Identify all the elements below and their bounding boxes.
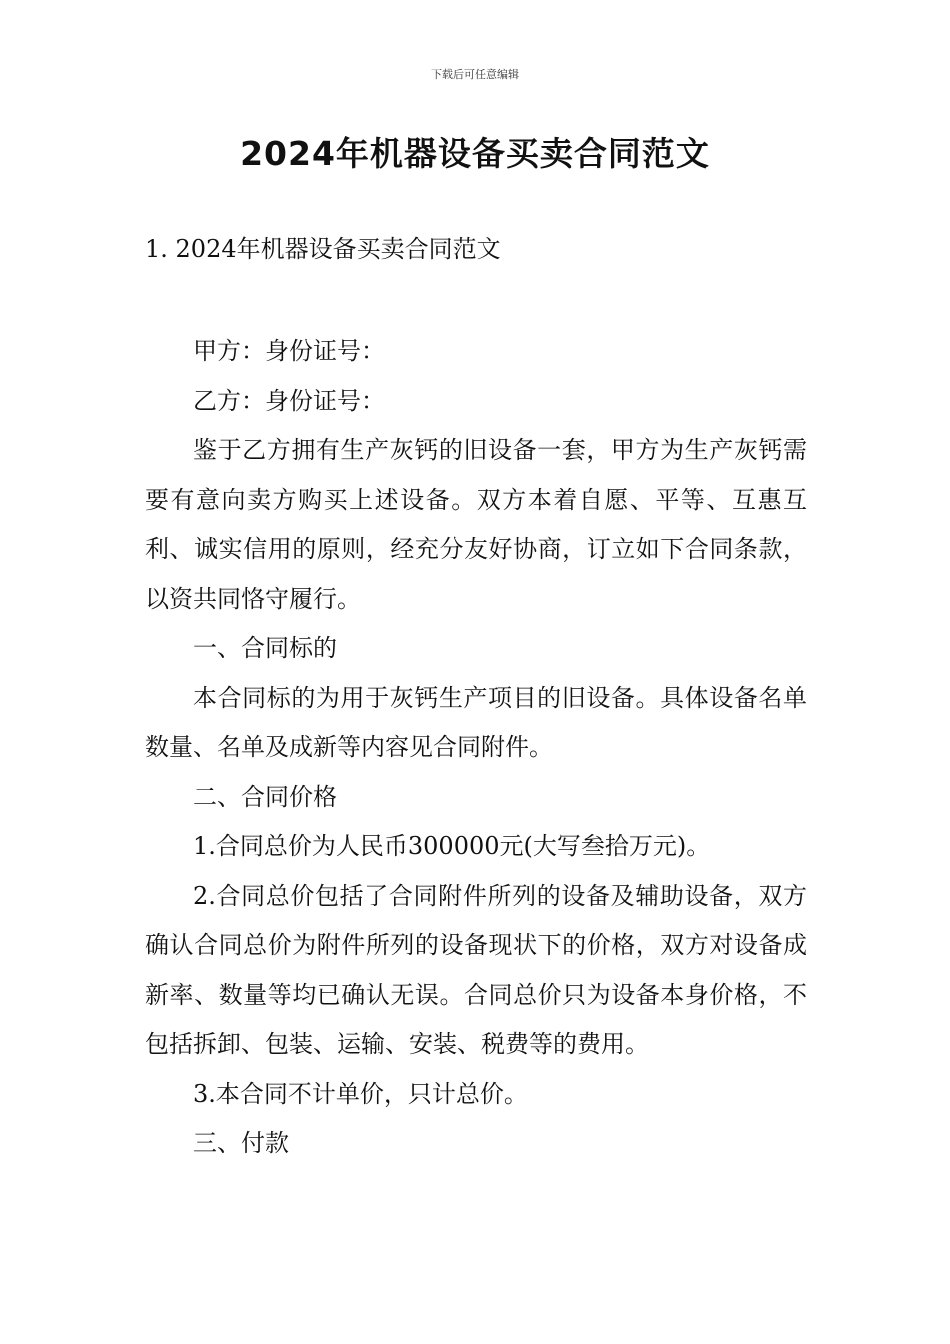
clause-heading-payment: 三、付款 — [193, 1129, 289, 1157]
document-body — [145, 327, 807, 1169]
price-item-2: 2.合同总价包括了合同附件所列的设备及辅助设备，双方确认合同总价为附件所列的设备现状下的价格，双方对设备成新率、数量等均已确认无误。合同总价只为设备本身价格，不包括拆卸、包装、运输、安装、税费等的费用。 — [145, 881, 807, 1058]
subject-paragraph: 本合同标的为用于灰钙生产项目的旧设备。具体设备名单数量、名单及成新等内容见合同附件。 — [145, 683, 807, 761]
party-a-line: 甲方：身份证号： — [193, 337, 385, 365]
document-title: 2024年机器设备买卖合同范文 — [240, 134, 710, 173]
section-heading: 1. 2024年机器设备买卖合同范文 — [145, 235, 501, 263]
preamble-paragraph: 鉴于乙方拥有生产灰钙的旧设备一套，甲方为生产灰钙需要有意向卖方购买上述设备。双方本着自愿、平等、互惠互利、诚实信用的原则，经充分友好协商，订立如下合同条款，以资共同恪守履行。 — [145, 436, 807, 613]
clause-heading-price: 二、合同价格 — [193, 782, 337, 811]
party-b-line: 乙方：身份证号： — [193, 386, 385, 415]
header-note: 下载后可任意编辑 — [431, 68, 519, 81]
price-item-1: 1.合同总价为人民币300000元(大写叁拾万元)。 — [193, 832, 711, 860]
price-item-3: 3.本合同不计单价，只计总价。 — [193, 1079, 528, 1108]
clause-heading-subject: 一、合同标的 — [193, 634, 337, 662]
